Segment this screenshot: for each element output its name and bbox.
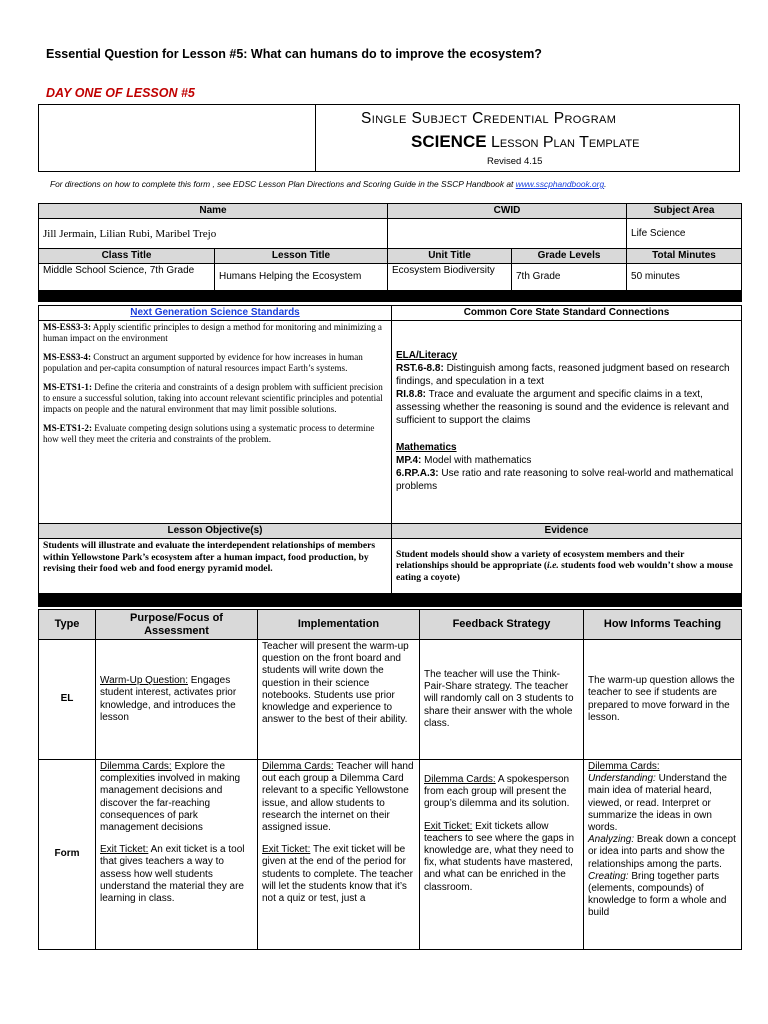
cwid-header: CWID	[388, 204, 627, 219]
evidence-header: Evidence	[392, 524, 742, 539]
handbook-link[interactable]: www.sscphandbook.org	[515, 179, 605, 189]
form-type-cell: Form	[39, 760, 96, 950]
subject-cell: Life Science	[627, 219, 742, 249]
info-table	[38, 203, 742, 302]
revised-label: Revised 4.15	[487, 156, 543, 167]
ie-abbrev: i.e.	[547, 560, 559, 572]
ela-item: RI.8.8: Trace and evaluate the argument and specific claims in a text, assessing whether the reasoning is sound and the evidence is relevant and sufficient to support the claims	[396, 389, 729, 426]
ngss-item: MS-ESS3-3: Apply scientific principles to design a method for monitoring and minimizing a human impact on the environment	[43, 322, 382, 343]
separator-bar-2	[39, 594, 742, 607]
minutes-cell: 50 minutes	[627, 264, 742, 291]
class-title-header: Class Title	[39, 249, 215, 264]
objective-header: Lesson Objective(s)	[39, 524, 392, 539]
form-implementation-cell: Dilemma Cards: Teacher will hand out each group a Dilemma Card relevant to a specific Yellowstone issue, and allow students to research the internet on their assigned issue. Exit Ticket: The exit ticket will be given at the end of the period for students to complete. The teacher will let the students know that it’s not a quiz or test, just a	[258, 760, 420, 950]
ngss-item: MS-ESS3-4: Construct an argument supported by evidence for how increases in human population and per-capita consumption of natural resources impact Earth’s systems.	[43, 352, 363, 373]
directions-body: For directions on how to complete this form , see EDSC Lesson Plan Directions and Scoring Guide in the SSCP Handbook at	[50, 179, 516, 189]
ela-header: ELA/Literacy	[396, 350, 458, 361]
program-header	[38, 104, 740, 172]
grade-cell: 7th Grade	[512, 264, 627, 291]
el-informs-cell: The warm-up question allows the teacher to see if students are prepared to move forward in the lesson.	[584, 640, 742, 760]
total-minutes-header: Total Minutes	[627, 249, 742, 264]
ngss-header-cell	[39, 306, 392, 321]
template-title-rest: Lesson Plan Template	[491, 134, 640, 151]
day-label: DAY ONE OF LESSON #5	[46, 86, 195, 100]
subject-header: Subject Area	[627, 204, 742, 219]
separator-bar	[39, 291, 742, 302]
el-implementation-cell: Teacher will present the warm-up question on the front board and students will write down the question in their science notebooks. Students use prior knowledge and experience to answer to the best of their ability.	[258, 640, 420, 760]
objective-cell: Students will illustrate and evaluate the interdependent relationships of members within Yellowstone Park’s ecosystem after a human impact, food production, by revising their food web and food energy pyramid model.	[39, 539, 392, 594]
program-title: Single Subject Credential Program	[361, 110, 617, 127]
el-type-cell: EL	[39, 640, 96, 760]
directions-text	[50, 179, 750, 189]
ngss-link[interactable]: Next Generation Science Standards	[130, 307, 300, 318]
evidence-cell: Student models should show a variety of ecosystem members and their relationships should be appropriate (i.e. students food web wouldn’t show a mouse eating a coyote)	[392, 539, 742, 594]
ngss-item: MS-ETS1-1: Define the criteria and constraints of a design problem with sufficient precision to ensure a successful solution, taking into account relevant scientific principles and potential impacts on people and the natural environment that may limit possible solutions.	[43, 382, 383, 414]
lesson-title-header: Lesson Title	[215, 249, 388, 264]
template-title	[411, 132, 639, 152]
math-item: 6.RP.A.3: Use ratio and rate reasoning to solve real-world and mathematical problems	[396, 468, 734, 492]
directions-end: .	[604, 179, 607, 189]
math-item: MP.4: Model with mathematics	[396, 455, 532, 466]
informs-header: How Informs Teaching	[584, 610, 742, 640]
names-cell: Jill Jermain, Lilian Rubi, Maribel Trejo	[39, 219, 388, 249]
unit-title-header: Unit Title	[388, 249, 512, 264]
el-feedback-cell: The teacher will use the Think-Pair-Share strategy. The teacher will randomly call on 3 students to share their answer with the whole class.	[420, 640, 584, 760]
purpose-header: Purpose/Focus of Assessment	[96, 610, 258, 640]
ngss-standards-cell	[39, 321, 392, 524]
essential-question: Essential Question for Lesson #5: What can humans do to improve the ecosystem?	[46, 47, 542, 61]
implementation-header: Implementation	[258, 610, 420, 640]
unit-title-cell: Ecosystem Biodiversity	[388, 264, 512, 291]
standards-table	[38, 305, 742, 607]
table-row	[39, 640, 742, 760]
cc-header: Common Core State Standard Connections	[392, 306, 742, 321]
table-row	[39, 760, 742, 950]
header-divider	[315, 105, 316, 171]
ngss-item: MS-ETS1-2: Evaluate competing design solutions using a systematic process to determine how well they meet the criteria and constraints of the problem.	[43, 423, 375, 444]
form-purpose-cell: Dilemma Cards: Explore the complexities involved in making management decisions and discover the far-reaching consequences of park management decisions Exit Ticket: An exit ticket is a tool that gives teachers a way to assess how well students understand the material they are learning in class.	[96, 760, 258, 950]
form-feedback-cell: Dilemma Cards: A spokesperson from each group will present the group’s dilemma and its solution. Exit Ticket: Exit tickets allow teachers to see where the gaps in knowledge are, what they need to fix, what students have mastered, and what can be enriched in the classroom.	[420, 760, 584, 950]
ela-item: RST.6-8.8: Distinguish among facts, reasoned judgment based on research findings, and speculation in a text	[396, 363, 730, 387]
math-header: Mathematics	[396, 442, 457, 453]
grade-levels-header: Grade Levels	[512, 249, 627, 264]
common-core-cell	[392, 321, 742, 524]
class-title-cell: Middle School Science, 7th Grade	[39, 264, 215, 291]
form-informs-cell: Dilemma Cards: Understanding: Understand the main idea of material heard, viewed, or read. Interpret or summarize the ideas in own words. Analyzing: Break down a concept or idea into parts and show the relationships among the parts. Creating: Bring together parts (elements, compounds) of knowledge to form a whole and build	[584, 760, 742, 950]
science-word: SCIENCE	[411, 132, 487, 151]
type-header: Type	[39, 610, 96, 640]
cwid-cell	[388, 219, 627, 249]
feedback-header: Feedback Strategy	[420, 610, 584, 640]
assessment-table	[38, 609, 742, 950]
name-header: Name	[39, 204, 388, 219]
el-purpose-cell: Warm-Up Question: Engages student interest, activates prior knowledge, and introduces the lesson	[96, 640, 258, 760]
lesson-title-cell: Humans Helping the Ecosystem	[215, 264, 388, 291]
